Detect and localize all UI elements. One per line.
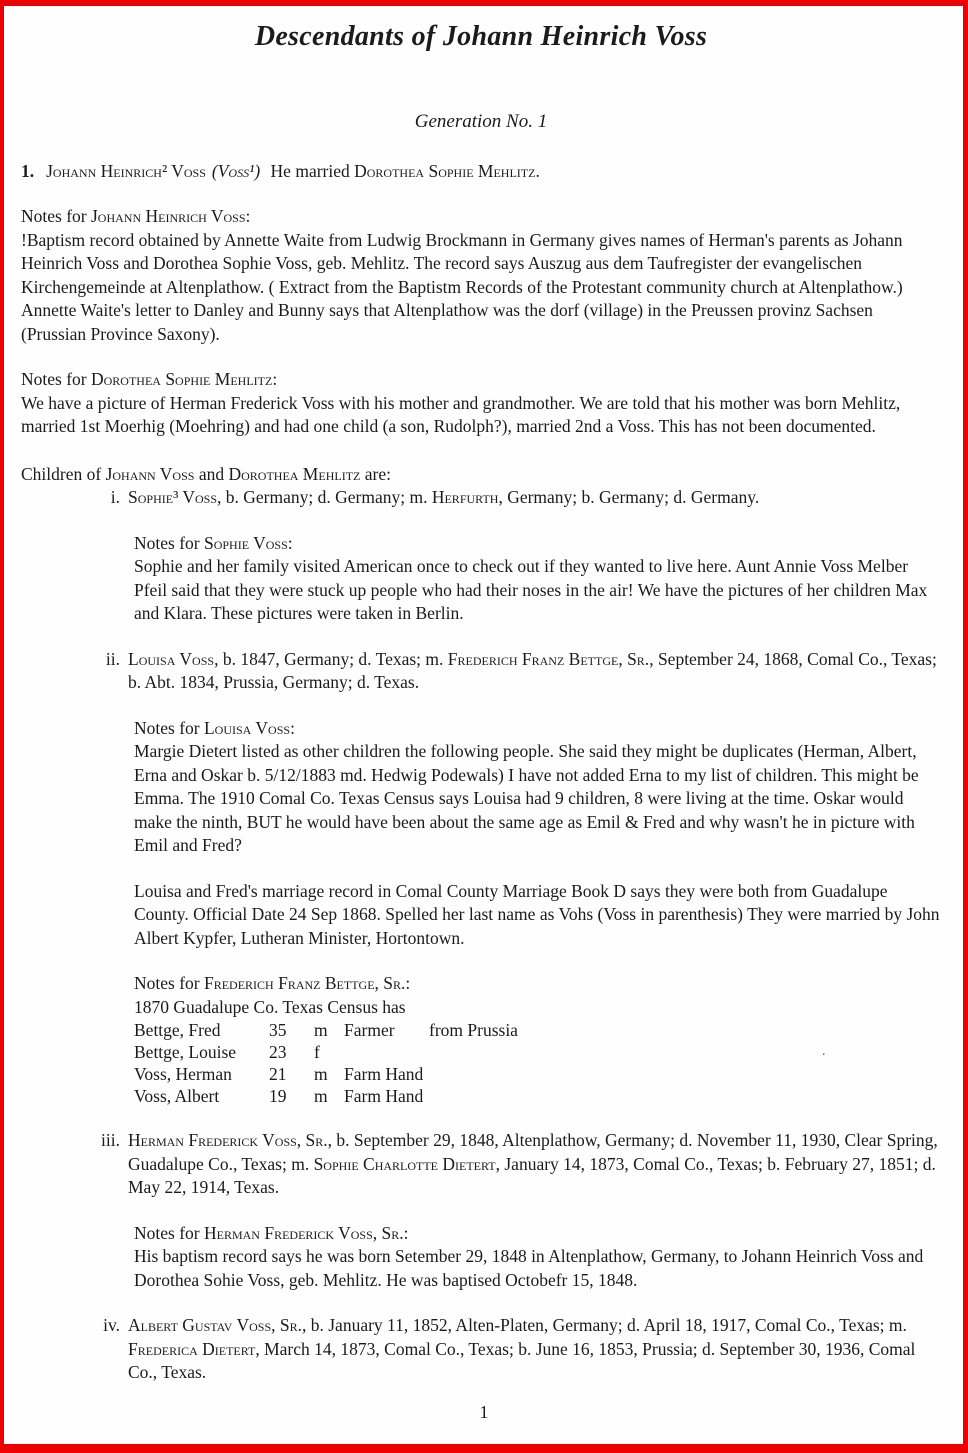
child-i-name: Sophie³ Voss — [128, 487, 218, 507]
child-iv-mid: , b. January 11, 1852, Alten-Platen, Germany; d. April 18, 1917, Comal Co., Texas; m. — [302, 1315, 907, 1335]
census-row — [134, 1085, 941, 1107]
notes-louisa-body-1: Margie Dietert listed as other children the following people. She said they might be duplicates (Herman, Albert, Erna and Oskar b. 5/12/1883 md. Hedwig Podewals) I have not added Erna to my list of children. This might be Emma. The 1910 Comal Co. Texas Census says Louisa had 9 children, 8 were living at the time. Oskar would make the ninth, BUT he would have been about the same age as Emil & Fred and why wasn't he in picture with Emil and Fred? — [134, 741, 919, 855]
notes-herman-heading — [134, 1222, 941, 1246]
notes-sophie-heading — [134, 532, 941, 556]
children-intro-prefix: Children of — [21, 463, 106, 484]
child-iv-tail: , March 14, 1873, Comal Co., Texas; b. June 16, 1853, Prussia; d. September 30, 1936, Comal Co., Texas. — [128, 1338, 916, 1382]
children-intro — [21, 463, 941, 487]
child-ii-tail: , September 24, 1868, Comal Co., Texas; b. Abt. 1834, Prussia, Germany; d. Texas. — [128, 648, 937, 692]
notes-sophie-body: Sophie and her family visited American once to check out if they wanted to live here. Aunt Annie Voss Melber Pfeil said that they were stuck up people who had their noses in the air! We have the pictures of her children Max and Klara. These pictures were taken in Berlin. — [134, 556, 928, 623]
child-iv-text — [128, 1314, 941, 1385]
person-entry-1 — [21, 160, 941, 184]
child-iii-tail: , January 14, 1873, Comal Co., Texas; b. February 27, 1851; d. May 22, 1914, Texas. — [128, 1153, 936, 1197]
census-row — [134, 1063, 941, 1085]
child-iii-mid: , b. September 29, 1848, Altenplathow, Germany; d. November 11, 1930, Clear Spring, Guadalupe Co., Texas; m. — [128, 1130, 938, 1174]
child-ii-spouse: Frederich Franz Bettge, Sr. — [447, 648, 650, 669]
notes-colon: : — [287, 532, 293, 553]
census-sex: m — [314, 1086, 328, 1106]
census-name: Bettge, Louise — [134, 1042, 237, 1062]
entry-name: Johann Heinrich² Voss — [46, 160, 206, 181]
notes-louisa-heading — [134, 717, 941, 741]
child-iii-numeral: iii. — [101, 1130, 120, 1150]
notes-label: Notes for — [21, 206, 91, 226]
notes-colon: : — [245, 206, 251, 226]
census-occupation: Farmer — [344, 1020, 395, 1040]
census-origin: from Prussia — [429, 1020, 518, 1040]
census-age: 23 — [269, 1042, 287, 1062]
notes-johann — [21, 205, 941, 346]
census-row — [134, 1019, 941, 1041]
notes-colon: : — [405, 973, 411, 993]
notes-herman-name: Herman Frederick Voss, Sr. — [203, 1222, 404, 1243]
census-origin — [429, 1085, 941, 1107]
notes-colon: : — [272, 369, 278, 389]
child-ii-numeral: ii. — [105, 648, 120, 669]
generation-heading: Generation No. 1 — [414, 111, 548, 132]
census-sex: m — [314, 1064, 328, 1084]
notes-johann-body: !Baptism record obtained by Annette Waite from Ludwig Brockmann in Germany gives names of Herman's parents as Johann Heinrich Voss and Dorothea Sophie Voss, geb. Mehlitz. The record says Auszug aus dem Taufregister der evangelischen Kirchengemeinde at Altenplathow. ( Extract from the Baptistm Records of the Protestant community church at Altenplathow.) Annette Waite's letter to Danley and Bunny says that Altenplathow was the dorf (village) in the Preussen provinz Sachsen (Prussian Province Saxony). — [21, 229, 903, 344]
entry-period: . — [535, 160, 540, 181]
entry-married-text: He married — [270, 160, 355, 181]
notes-bettge-name: Frederich Franz Bettge, Sr. — [203, 973, 406, 993]
child-iii-spouse: Sophie Charlotte Dietert — [313, 1153, 496, 1174]
census-age: 21 — [269, 1064, 287, 1084]
entry-spouse: Dorothea Sophie Mehlitz — [354, 160, 536, 181]
child-i-text — [128, 486, 941, 510]
notes-label: Notes for — [134, 717, 204, 738]
notes-herman — [134, 1222, 941, 1293]
children-intro-mother: Dorothea Mehlitz — [228, 463, 361, 484]
child-iii-name: Herman Frederick Voss, Sr. — [128, 1130, 328, 1150]
notes-dorothea — [21, 368, 941, 439]
notes-louisa — [134, 717, 941, 858]
child-entry-i — [21, 486, 941, 510]
child-i-tail: , Germany; b. Germany; d. Germany. — [498, 487, 760, 507]
notes-dorothea-name: Dorothea Sophie Mehlitz — [90, 369, 273, 389]
census-name: Voss, Albert — [134, 1086, 220, 1106]
notes-dorothea-body: We have a picture of Herman Frederick Voss with his mother and grandmother. We are told that his mother was born Mehlitz, married 1st Moerhig (Moehring) and had one child (a son, Rudolph?), married 2nd a Voss. This has not been documented. — [21, 392, 901, 436]
child-i-numeral: i. — [110, 487, 120, 507]
child-ii-name: Louisa Voss — [128, 648, 215, 669]
census-occupation: Farm Hand — [344, 1086, 424, 1106]
notes-bettge — [134, 972, 941, 1107]
census-table — [134, 1019, 941, 1107]
children-intro-father: Johann Voss — [105, 463, 195, 484]
census-occupation — [344, 1041, 429, 1063]
child-ii-text — [128, 648, 941, 695]
notes-bettge-heading — [134, 972, 941, 996]
census-origin — [429, 1063, 941, 1085]
notes-label: Notes for — [134, 1222, 204, 1243]
children-intro-and: and — [194, 463, 229, 484]
notes-louisa-name: Louisa Voss — [203, 717, 291, 738]
notes-sophie-name: Sophie Voss — [203, 532, 288, 553]
document-title: Descendants of Johann Heinrich Voss — [254, 21, 708, 52]
scan-artifact-dot: . — [822, 1044, 826, 1059]
entry-number: 1. — [21, 160, 35, 181]
notes-herman-body: His baptism record says he was born Setember 29, 1848 in Altenplathow, Germany, to Johann Heinrich Voss and Dorothea Sohie Voss, geb. Mehlitz. He was baptised Octobefr 15, 1848. — [134, 1246, 924, 1290]
children-intro-suffix: are: — [360, 463, 391, 484]
census-occupation: Farm Hand — [344, 1064, 424, 1084]
child-i-spouse: Herfurth — [431, 487, 499, 507]
census-title: 1870 Guadalupe Co. Texas Census has — [134, 996, 406, 1017]
entry-lineage: (Voss¹) — [211, 160, 261, 181]
notes-louisa-paragraph-2 — [134, 880, 941, 951]
census-name: Bettge, Fred — [134, 1020, 221, 1040]
child-entry-ii — [21, 648, 941, 695]
notes-label: Notes for — [134, 532, 204, 553]
census-name: Voss, Herman — [134, 1064, 232, 1084]
notes-dorothea-heading — [21, 368, 941, 392]
census-sex: f — [314, 1042, 320, 1062]
child-iii-text — [128, 1129, 941, 1200]
child-iv-spouse: Frederica Dietert — [128, 1338, 256, 1359]
notes-colon: : — [290, 717, 295, 738]
census-age: 35 — [269, 1020, 287, 1040]
document-page — [21, 8, 941, 1385]
notes-louisa-body-2: Louisa and Fred's marriage record in Comal County Marriage Book D says they were both from Guadalupe County. Official Date 24 Sep 1868. Spelled her last name as Vohs (Voss in parenthesis) They were married by John Albert Kypfer, Lutheran Minister, Hortontown. — [134, 880, 940, 948]
notes-label: Notes for — [134, 973, 204, 993]
notes-johann-name: Johann Heinrich Voss — [90, 206, 246, 226]
page-number: 1 — [479, 1402, 489, 1422]
census-origin — [429, 1041, 941, 1063]
notes-johann-heading — [21, 205, 941, 229]
child-iv-name: Albert Gustav Voss, Sr. — [128, 1315, 302, 1335]
notes-colon: : — [403, 1222, 409, 1243]
child-ii-mid: , b. 1847, Germany; d. Texas; m. — [214, 648, 448, 669]
child-entry-iv — [21, 1314, 941, 1385]
child-entry-iii — [21, 1129, 941, 1200]
notes-label: Notes for — [21, 369, 91, 389]
child-i-mid: , b. Germany; d. Germany; m. — [217, 487, 432, 507]
census-age: 19 — [269, 1086, 287, 1106]
notes-sophie — [134, 532, 941, 626]
census-sex: m — [314, 1020, 328, 1040]
child-iv-numeral: iv. — [103, 1315, 120, 1335]
census-row — [134, 1041, 941, 1063]
